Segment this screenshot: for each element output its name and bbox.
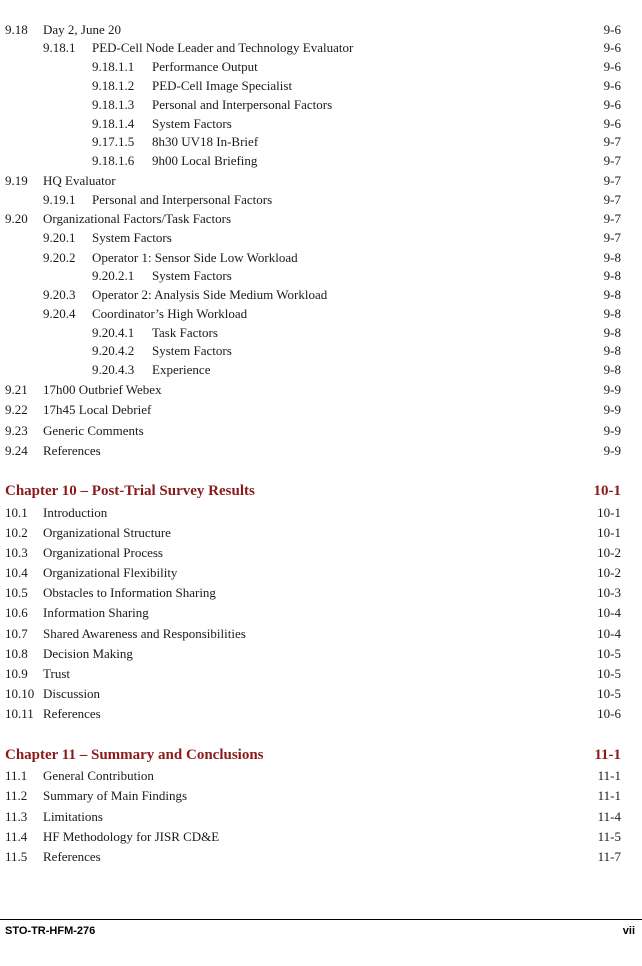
toc-entry[interactable] (0, 305, 642, 323)
toc-entry-title: System Factors (152, 268, 232, 283)
toc-entry-title: Personal and Interpersonal Factors (92, 192, 273, 207)
toc-entry-page: 10-5 (597, 646, 621, 661)
toc-entry[interactable] (0, 544, 642, 562)
toc-entry-page: 9-6 (603, 97, 621, 112)
toc-entry[interactable] (0, 229, 642, 247)
toc-entry[interactable] (0, 361, 642, 379)
toc-entry-title: Task Factors (152, 325, 218, 340)
toc-entry-number: 9.18.1.1 (92, 59, 135, 74)
toc-entry-page: 9-9 (603, 382, 621, 397)
toc-entry-page: 10-1 (597, 505, 621, 520)
toc-entry[interactable] (0, 645, 642, 663)
toc-entry-number: 10.5 (5, 585, 28, 600)
toc-entry[interactable] (0, 422, 642, 440)
toc-chapter-heading[interactable] (0, 481, 642, 501)
toc-entry-title: Generic Comments (43, 423, 144, 438)
toc-entry-page: 10-3 (597, 585, 621, 600)
toc-entry-number: 10.7 (5, 626, 28, 641)
toc-entry-number: 10.6 (5, 605, 28, 620)
toc-entry-page: 9-9 (603, 443, 621, 458)
toc-entry[interactable] (0, 172, 642, 190)
toc-entry-title: Personal and Interpersonal Factors (152, 97, 333, 112)
toc-entry-number: 10.2 (5, 525, 28, 540)
toc-entry-number: 9.24 (5, 443, 28, 458)
toc-entry-page: 9-7 (603, 153, 621, 168)
toc-entry-page: 11-1 (597, 788, 621, 803)
toc-entry[interactable] (0, 767, 642, 785)
toc-entry-title: References (43, 443, 101, 458)
toc-entry[interactable] (0, 96, 642, 114)
toc-entry-page: 11-7 (597, 849, 621, 864)
toc-entry-page: 10-5 (597, 686, 621, 701)
toc-entry-page: 9-6 (603, 78, 621, 93)
toc-entry-page: 9-6 (603, 116, 621, 131)
toc-entry-number: 9.18.1.6 (92, 153, 135, 168)
toc-entry-number: 9.20.2.1 (92, 268, 135, 283)
toc-entry[interactable] (0, 665, 642, 683)
toc-entry-number: 9.20.2 (43, 250, 76, 265)
toc-entry-title: Organizational Flexibility (43, 565, 178, 580)
toc-entry-page: 9-7 (603, 192, 621, 207)
toc-entry-title: HF Methodology for JISR CD&E (43, 829, 220, 844)
toc-entry-title: Day 2, June 20 (43, 22, 121, 37)
toc-entry[interactable] (0, 584, 642, 602)
toc-entry[interactable] (0, 604, 642, 622)
toc-entry-number: 9.18 (5, 22, 28, 37)
toc-entry-title: References (43, 706, 101, 721)
toc-entry-page: 9-6 (603, 40, 621, 55)
toc-entry-number: 11.3 (5, 809, 28, 824)
toc-entry-number: 9.20.1 (43, 230, 76, 245)
toc-entry-number: 11.5 (5, 849, 28, 864)
toc-entry[interactable] (0, 58, 642, 76)
toc-entry-number: 10.1 (5, 505, 28, 520)
toc-entry-number: 9.20.4 (43, 306, 76, 321)
toc-entry-number: 10.11 (5, 706, 34, 721)
toc-entry-number: 9.19 (5, 173, 28, 188)
toc-entry-title: Performance Output (152, 59, 258, 74)
toc-entry[interactable] (0, 442, 642, 460)
toc-entry[interactable] (0, 21, 642, 39)
toc-entry-page: 10-2 (597, 545, 621, 560)
toc-entry-title: 8h30 UV18 In-Brief (152, 134, 259, 149)
toc-entry-page: 9-8 (603, 362, 621, 377)
toc-entry-number: 9.18.1.3 (92, 97, 135, 112)
toc-entry-title: References (43, 849, 101, 864)
toc-entry[interactable] (0, 210, 642, 228)
toc-entry-page: 9-8 (603, 287, 621, 302)
footer-page-number: vii (622, 925, 635, 937)
toc-entry-number: 9.20.4.3 (92, 362, 135, 377)
toc-entry[interactable] (0, 324, 642, 342)
toc-entry-title: Summary of Main Findings (43, 788, 188, 803)
toc-entry-page: 9-6 (603, 22, 621, 37)
toc-entry-page: 9-9 (603, 423, 621, 438)
toc-entry-page: 9-8 (603, 250, 621, 265)
toc-entry-page: 9-9 (603, 402, 621, 417)
toc-entry[interactable] (0, 39, 642, 57)
toc-entry-number: 9.21 (5, 382, 28, 397)
toc-entry-number: 10.3 (5, 545, 28, 560)
toc-chapter-heading[interactable] (0, 745, 642, 765)
toc-entry-page: 11-1 (597, 768, 621, 783)
toc-entry-title: 17h00 Outbrief Webex (43, 382, 162, 397)
toc-entry-title: System Factors (152, 116, 232, 131)
toc-entry-number: 10.4 (5, 565, 28, 580)
toc-entry-title: Discussion (43, 686, 101, 701)
toc-entry-page: 9-7 (603, 230, 621, 245)
toc-entry-number: 9.18.1.2 (92, 78, 135, 93)
toc-entry[interactable] (0, 133, 642, 151)
toc-entry-title: General Contribution (43, 768, 154, 783)
toc-entry[interactable] (0, 808, 642, 826)
toc-chapter-title: Chapter 10 – Post-Trial Survey Results (5, 483, 255, 499)
toc-entry-number: 9.20.4.1 (92, 325, 135, 340)
toc-entry-number: 9.23 (5, 423, 28, 438)
toc-entry[interactable] (0, 286, 642, 304)
toc-entry[interactable] (0, 625, 642, 643)
toc-entry[interactable] (0, 191, 642, 209)
toc-entry-number: 9.20.3 (43, 287, 76, 302)
toc-entry-page: 10-4 (597, 605, 621, 620)
toc-entry[interactable] (0, 115, 642, 133)
toc-entry-title: Introduction (43, 505, 108, 520)
toc-entry[interactable] (0, 787, 642, 805)
toc-entry[interactable] (0, 342, 642, 360)
toc-entry-title: Operator 2: Analysis Side Medium Workload (92, 287, 328, 302)
toc-entry-title: System Factors (152, 343, 232, 358)
toc-entry-page: 9-8 (603, 268, 621, 283)
toc-entry-title: Experience (152, 362, 211, 377)
toc-entry-title: Information Sharing (43, 605, 149, 620)
toc-entry[interactable] (0, 77, 642, 95)
toc-entry-page: 9-8 (603, 343, 621, 358)
toc-entry-page: 10-4 (597, 626, 621, 641)
toc-entry-number: 9.18.1.4 (92, 116, 135, 131)
toc-entry-title: Decision Making (43, 646, 133, 661)
toc-entry-title: Coordinator’s High Workload (92, 306, 248, 321)
toc-entry[interactable] (0, 848, 642, 866)
toc-entry-title: Trust (43, 666, 70, 681)
toc-entry-number: 9.20 (5, 211, 28, 226)
toc-entry[interactable] (0, 524, 642, 542)
toc-entry-title: HQ Evaluator (43, 173, 116, 188)
toc-entry-title: Obstacles to Information Sharing (43, 585, 216, 600)
toc-entry-page: 11-1 (594, 747, 621, 763)
toc-entry[interactable] (0, 828, 642, 846)
toc-entry-page: 9-7 (603, 211, 621, 226)
toc-entry-number: 10.9 (5, 666, 28, 681)
toc-entry-number: 9.19.1 (43, 192, 76, 207)
toc-entry-title: Organizational Structure (43, 525, 171, 540)
toc-entry[interactable] (0, 381, 642, 399)
toc-entry-title: Operator 1: Sensor Side Low Workload (92, 250, 298, 265)
footer-rule (0, 919, 642, 920)
toc-entry-number: 9.20.4.2 (92, 343, 135, 358)
toc-entry[interactable] (0, 564, 642, 582)
toc-entry-page: 9-8 (603, 325, 621, 340)
toc-entry-title: System Factors (92, 230, 172, 245)
toc-entry-title: 17h45 Local Debrief (43, 402, 152, 417)
toc-entry-title: PED-Cell Node Leader and Technology Evaluator (92, 40, 354, 55)
toc-entry[interactable] (0, 504, 642, 522)
toc-entry-page: 9-7 (603, 134, 621, 149)
toc-entry-title: 9h00 Local Briefing (152, 153, 258, 168)
toc-entry-page: 10-1 (593, 483, 621, 499)
toc-chapter-title: Chapter 11 – Summary and Conclusions (5, 747, 264, 763)
toc-entry[interactable] (0, 685, 642, 703)
toc-entry-page: 11-5 (597, 829, 621, 844)
toc-entry-number: 11.4 (5, 829, 28, 844)
toc-entry-page: 10-2 (597, 565, 621, 580)
toc-entry-number: 11.2 (5, 788, 28, 803)
toc-entry-number: 11.1 (5, 768, 28, 783)
toc-entry[interactable] (0, 249, 642, 267)
toc-entry-number: 10.10 (5, 686, 35, 701)
toc-entry[interactable] (0, 705, 642, 723)
toc-entry-number: 10.8 (5, 646, 28, 661)
toc-entry-page: 10-1 (597, 525, 621, 540)
toc-entry-number: 9.17.1.5 (92, 134, 135, 149)
toc-entry[interactable] (0, 152, 642, 170)
toc-entry-page: 9-7 (603, 173, 621, 188)
toc-entry-title: Limitations (43, 809, 103, 824)
toc-entry-title: PED-Cell Image Specialist (152, 78, 293, 93)
toc-entry-number: 9.18.1 (43, 40, 76, 55)
toc-entry-number: 9.22 (5, 402, 28, 417)
toc-entry[interactable] (0, 401, 642, 419)
footer-report-id: STO-TR-HFM-276 (5, 925, 96, 937)
toc-entry-page: 10-5 (597, 666, 621, 681)
toc-entry-title: Organizational Process (43, 545, 163, 560)
toc-entry-page: 9-8 (603, 306, 621, 321)
toc-entry-title: Organizational Factors/Task Factors (43, 211, 232, 226)
toc-entry-title: Shared Awareness and Responsibilities (43, 626, 246, 641)
toc-entry[interactable] (0, 267, 642, 285)
toc-entry-page: 9-6 (603, 59, 621, 74)
toc-entry-page: 10-6 (597, 706, 621, 721)
toc-entry-page: 11-4 (597, 809, 621, 824)
